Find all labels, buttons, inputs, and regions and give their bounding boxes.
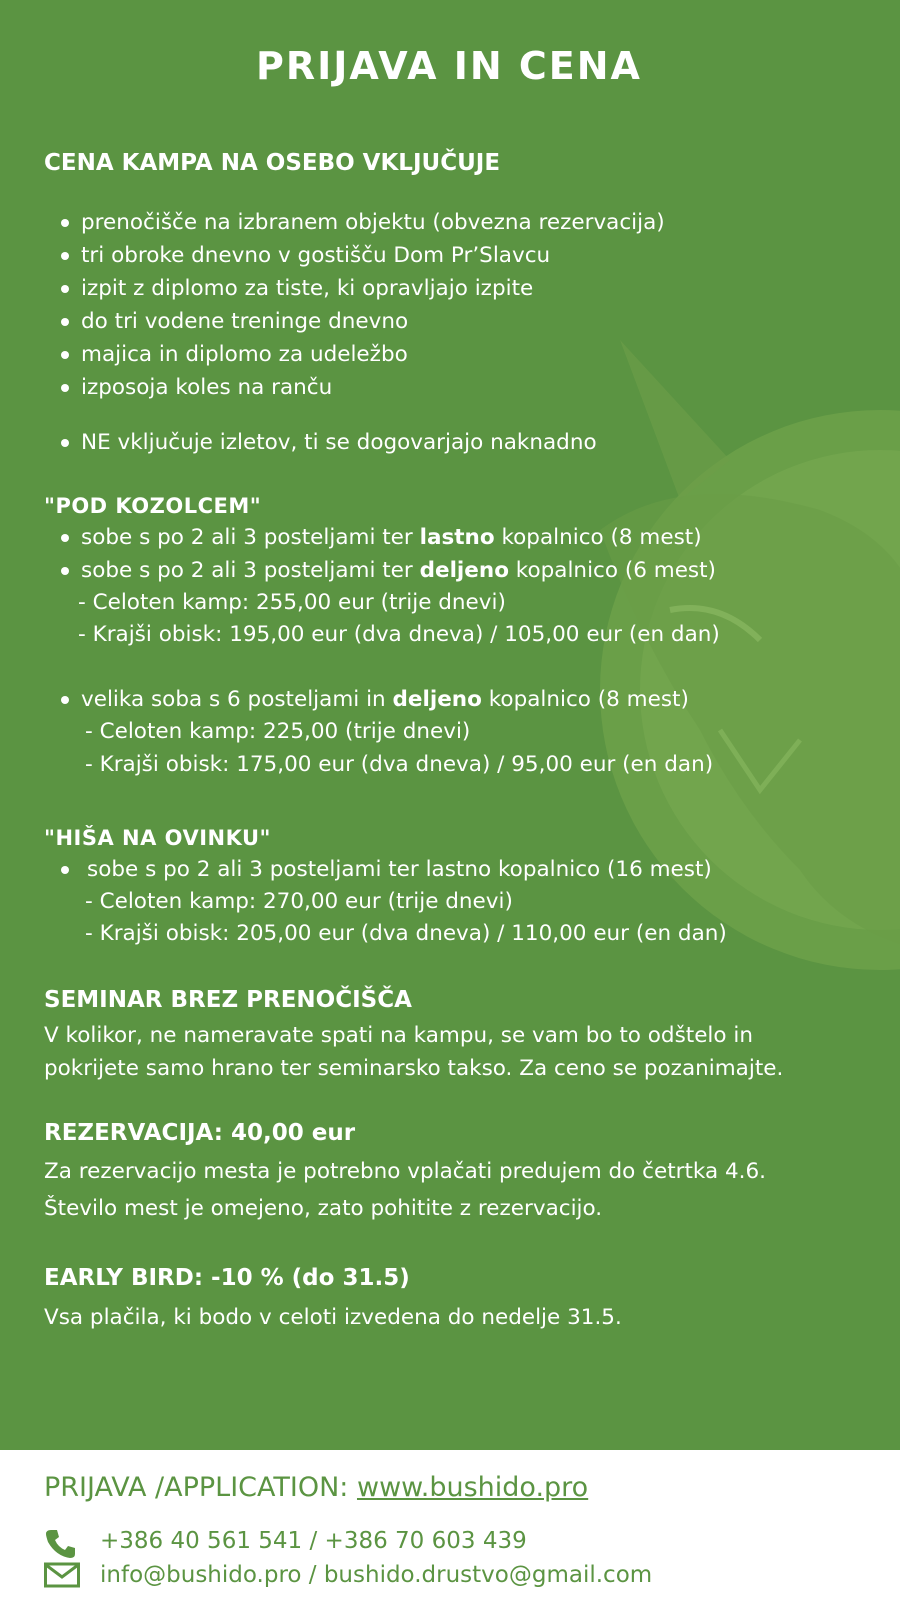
room-bathroom-type: deljeno bbox=[392, 687, 482, 712]
seminar-heading: SEMINAR BREZ PRENOČIŠČA bbox=[44, 987, 412, 1013]
bullet bbox=[61, 318, 69, 326]
bullet bbox=[61, 285, 69, 293]
room-text: velika soba s 6 posteljami in bbox=[81, 687, 393, 712]
room-bathroom-type: deljeno bbox=[419, 558, 509, 583]
includes-heading: CENA KAMPA NA OSEBO VKLJUČUJE bbox=[44, 150, 501, 176]
room-option bbox=[81, 523, 702, 553]
room-text: kopalnico (6 mest) bbox=[508, 558, 716, 583]
application-line bbox=[44, 1472, 588, 1503]
application-label: PRIJAVA /APPLICATION: bbox=[44, 1472, 357, 1503]
price-short: - Krajši obisk: 205,00 eur (dva dneva) / 110,00 eur (en dan) bbox=[85, 921, 727, 946]
include-item: majica in diplomo za udeležbo bbox=[81, 342, 408, 367]
page-title: PRIJAVA IN CENA bbox=[256, 44, 642, 88]
early-bird-text: Vsa plačila, ki bodo v celoti izvedena do nedelje 31.5. bbox=[44, 1305, 622, 1330]
reservation-text: Število mest je omejeno, zato pohitite z rezervacijo. bbox=[44, 1196, 603, 1221]
room-text: kopalnico (8 mest) bbox=[481, 687, 689, 712]
price-short: - Krajši obisk: 195,00 eur (dva dneva) / 105,00 eur (en dan) bbox=[78, 622, 720, 647]
room-text: kopalnico (8 mest) bbox=[494, 525, 702, 550]
include-item: izpit z diplomo za tiste, ki opravljajo izpite bbox=[81, 276, 534, 301]
bullet bbox=[61, 696, 69, 704]
room-option: sobe s po 2 ali 3 posteljami ter lastno kopalnico (16 mest) bbox=[87, 857, 712, 882]
include-item: izposoja koles na ranču bbox=[81, 375, 333, 400]
phone-numbers[interactable]: +386 40 561 541 / +386 70 603 439 bbox=[100, 1528, 527, 1554]
room-text: sobe s po 2 ali 3 posteljami ter bbox=[81, 558, 420, 583]
bullet bbox=[61, 534, 69, 542]
room-text: sobe s po 2 ali 3 posteljami ter bbox=[81, 525, 420, 550]
bullet bbox=[61, 219, 69, 227]
room-option bbox=[81, 685, 689, 715]
bullet bbox=[61, 252, 69, 260]
room-bathroom-type: lastno bbox=[419, 525, 495, 550]
bullet bbox=[61, 439, 69, 447]
bullet bbox=[61, 866, 69, 874]
seminar-text: pokrijete samo hrano ter seminarsko takso. Za ceno se pozanimajte. bbox=[44, 1056, 784, 1081]
include-item: prenočišče na izbranem objektu (obvezna rezervacija) bbox=[81, 210, 665, 235]
price-full: - Celoten kamp: 255,00 eur (trije dnevi) bbox=[78, 590, 506, 615]
early-bird-heading: EARLY BIRD: -10 % (do 31.5) bbox=[44, 1265, 410, 1291]
bullet bbox=[61, 351, 69, 359]
seminar-text: V kolikor, ne nameravate spati na kampu, se vam bo to odštelo in bbox=[44, 1023, 753, 1048]
include-item: do tri vodene treninge dnevno bbox=[81, 309, 409, 334]
bullet bbox=[61, 567, 69, 575]
price-short: - Krajši obisk: 175,00 eur (dva dneva) / 95,00 eur (en dan) bbox=[85, 752, 714, 777]
bullet bbox=[61, 384, 69, 392]
envelope-icon bbox=[44, 1562, 80, 1588]
room-option bbox=[81, 556, 716, 586]
include-item: tri obroke dnevno v gostišču Dom Pr’Slavcu bbox=[81, 243, 551, 268]
lynx-watermark-icon bbox=[560, 310, 900, 1010]
reservation-text: Za rezervacijo mesta je potrebno vplačati predujem do četrtka 4.6. bbox=[44, 1159, 767, 1184]
hisa-na-ovinku-heading: "HIŠA NA OVINKU" bbox=[44, 826, 271, 850]
exclude-item: NE vključuje izletov, ti se dogovarjajo naknadno bbox=[81, 430, 597, 455]
price-full: - Celoten kamp: 225,00 (trije dnevi) bbox=[85, 719, 471, 744]
price-full: - Celoten kamp: 270,00 eur (trije dnevi) bbox=[85, 889, 513, 914]
pod-kozolcem-heading: "POD KOZOLCEM" bbox=[44, 494, 262, 518]
reservation-heading: REZERVACIJA: 40,00 eur bbox=[44, 1120, 356, 1146]
email-addresses[interactable]: info@bushido.pro / bushido.drustvo@gmail.com bbox=[100, 1562, 653, 1588]
phone-icon bbox=[44, 1528, 78, 1560]
website-link[interactable]: www.bushido.pro bbox=[356, 1472, 589, 1503]
